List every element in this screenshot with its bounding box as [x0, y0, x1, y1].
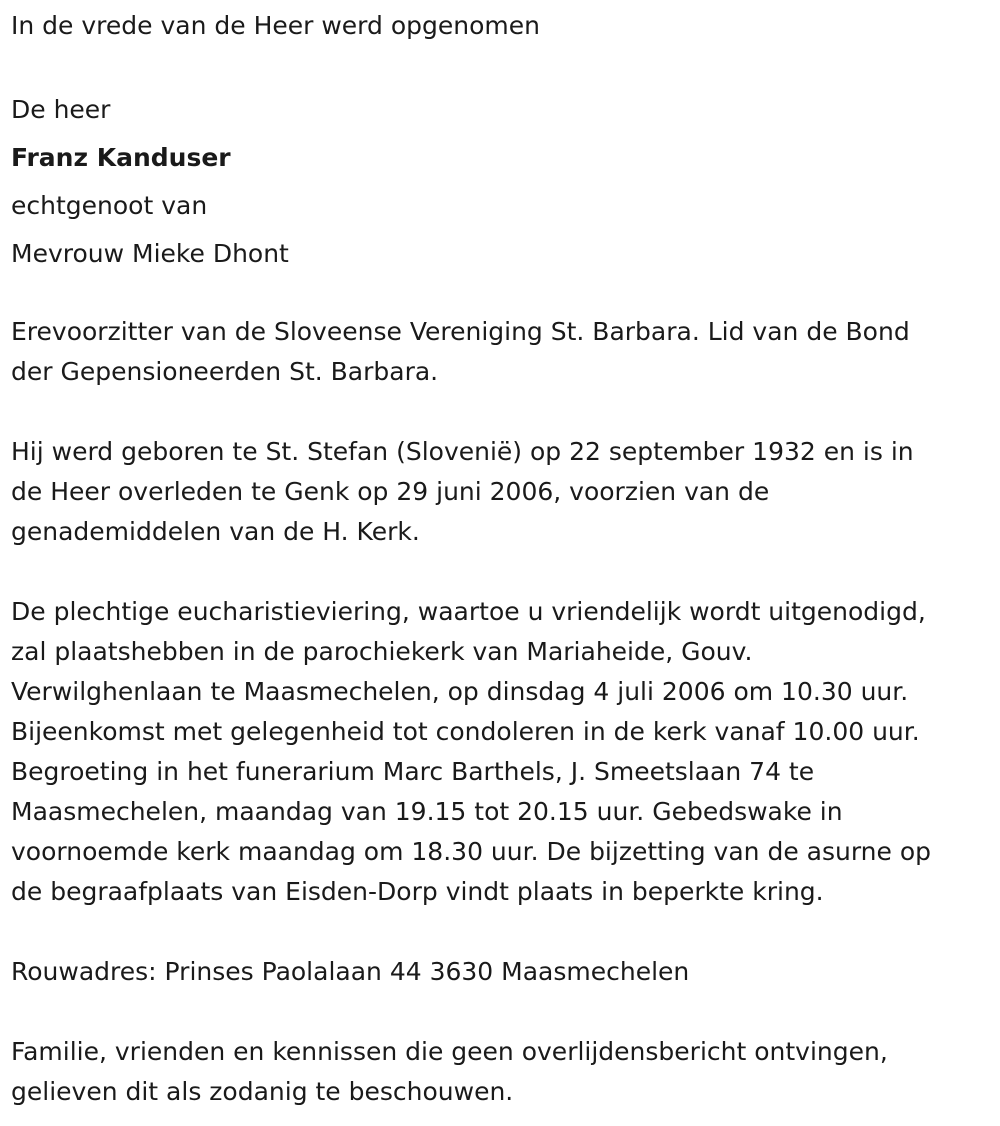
- ceremony-line-8: de begraafplaats van Eisden-Dorp vindt plaats in beperkte kring.: [11, 877, 824, 906]
- ceremony-line-4: Bijeenkomst met gelegenheid tot condoleren in de kerk vanaf 10.00 uur.: [11, 717, 920, 746]
- roles-line-1: Erevoorzitter van de Sloveense Vereniging St. Barbara. Lid van de Bond: [11, 317, 910, 346]
- closing-paragraph: [11, 1032, 991, 1112]
- ceremony-line-7: voornoemde kerk maandag om 18.30 uur. De bijzetting van de asurne op: [11, 837, 932, 866]
- ceremony-line-1: De plechtige eucharistieviering, waartoe u vriendelijk wordt uitgenodigd,: [11, 597, 926, 626]
- salutation: De heer: [11, 95, 111, 124]
- ceremony-paragraph: [11, 592, 991, 912]
- biography-line-2: de Heer overleden te Genk op 29 juni 2006, voorzien van de: [11, 477, 770, 506]
- closing-line-2: gelieven dit als zodanig te beschouwen.: [11, 1077, 514, 1106]
- biography-line-1: Hij werd geboren te St. Stefan (Slovenië) op 22 september 1932 en is in: [11, 437, 914, 466]
- ceremony-line-2: zal plaatshebben in de parochiekerk van Mariaheide, Gouv.: [11, 637, 753, 666]
- spouse-name: Mevrouw Mieke Dhont: [11, 239, 289, 268]
- ceremony-line-3: Verwilghenlaan te Maasmechelen, op dinsdag 4 juli 2006 om 10.30 uur.: [11, 677, 909, 706]
- biography-line-3: genademiddelen van de H. Kerk.: [11, 517, 420, 546]
- deceased-name: Franz Kanduser: [11, 143, 231, 172]
- address-paragraph: [11, 952, 991, 992]
- obituary-document: [11, 6, 991, 1112]
- biography-paragraph: [11, 432, 991, 552]
- relation-text: echtgenoot van: [11, 191, 208, 220]
- roles-paragraph: [11, 312, 991, 392]
- ceremony-line-5: Begroeting in het funerarium Marc Barthels, J. Smeetslaan 74 te: [11, 757, 815, 786]
- roles-line-2: der Gepensioneerden St. Barbara.: [11, 357, 439, 386]
- address-line: Rouwadres: Prinses Paolalaan 44 3630 Maasmechelen: [11, 957, 690, 986]
- opening-line: In de vrede van de Heer werd opgenomen: [11, 11, 540, 40]
- person-block: [11, 86, 991, 278]
- ceremony-line-6: Maasmechelen, maandag van 19.15 tot 20.15 uur. Gebedswake in: [11, 797, 843, 826]
- closing-line-1: Familie, vrienden en kennissen die geen overlijdensbericht ontvingen,: [11, 1037, 888, 1066]
